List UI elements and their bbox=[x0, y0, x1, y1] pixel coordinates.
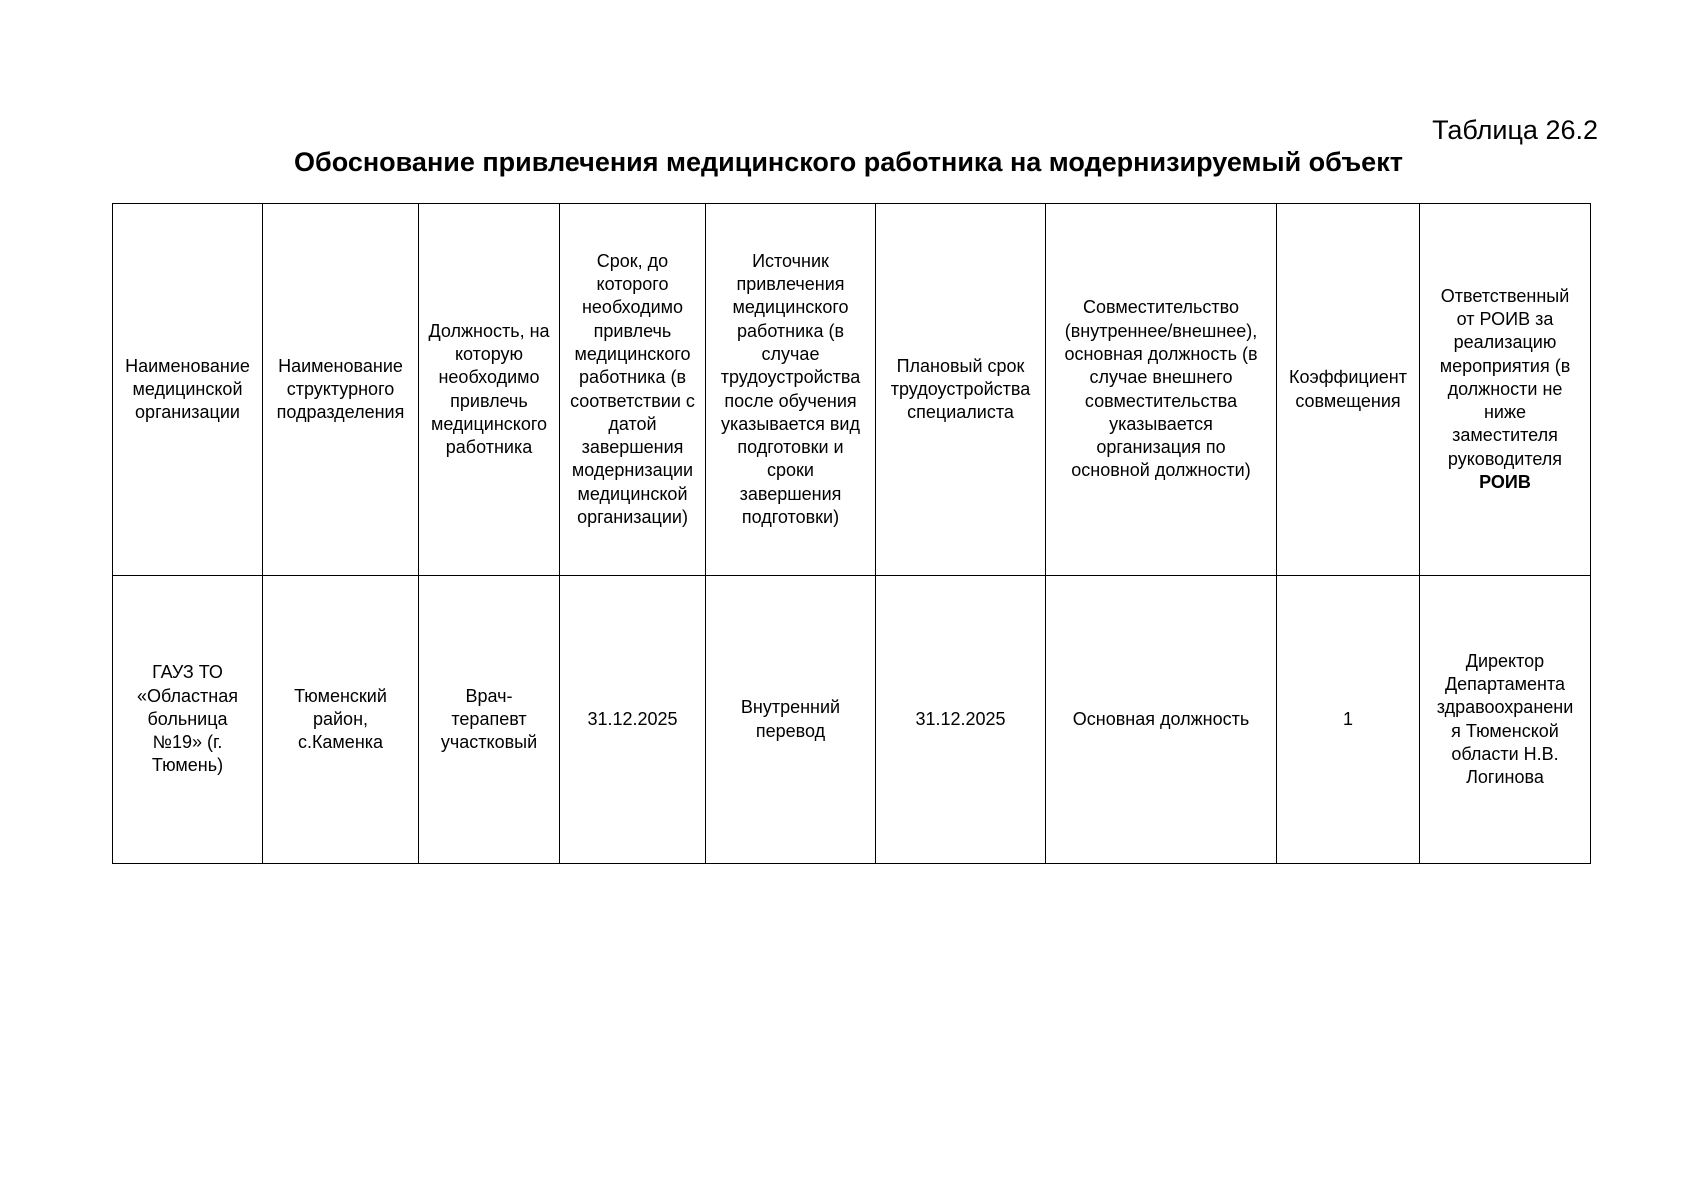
column-header-deadline: Срок, до которого необходимо привлечь медицинского работника (в соответствии с датой завершения модернизации медицинской организации) bbox=[560, 204, 706, 576]
document-title: Обоснование привлечения медицинского работника на модернизируемый объект bbox=[294, 147, 1403, 177]
cell-subdivision: Тюменский район, с.Каменка bbox=[263, 576, 419, 864]
header-row bbox=[113, 204, 1591, 576]
column-header-part-time: Совместительство (внутреннее/внешнее), основная должность (в случае внешнего совместительства указывается организация по основной должности) bbox=[1046, 204, 1277, 576]
justification-table bbox=[112, 203, 1591, 864]
table-row bbox=[113, 576, 1591, 864]
table-number: Таблица 26.2 bbox=[1432, 115, 1598, 145]
cell-deadline: 31.12.2025 bbox=[560, 576, 706, 864]
column-header-organization: Наименование медицинской организации bbox=[113, 204, 263, 576]
cell-planned-date: 31.12.2025 bbox=[876, 576, 1046, 864]
column-header-subdivision: Наименование структурного подразделения bbox=[263, 204, 419, 576]
cell-responsible: Директор Департамента здравоохранени я Тюменской области Н.В. Логинова bbox=[1420, 576, 1591, 864]
column-header-responsible: Ответственный от РОИВ за реализацию мероприятия (в должности не ниже заместителя руководителя РОИВ bbox=[1420, 204, 1591, 576]
cell-position: Врач- терапевт участковый bbox=[419, 576, 560, 864]
column-header-responsible-tail: РОИВ bbox=[1479, 472, 1531, 493]
cell-part-time: Основная должность bbox=[1046, 576, 1277, 864]
cell-organization: ГАУЗ ТО «Областная больница №19» (г. Тюмень) bbox=[113, 576, 263, 864]
column-header-source: Источник привлечения медицинского работника (в случае трудоустройства после обучения указывается вид подготовки и сроки завершения подготовки) bbox=[706, 204, 876, 576]
column-header-coefficient: Коэффициент совмещения bbox=[1277, 204, 1420, 576]
cell-source: Внутренний перевод bbox=[706, 576, 876, 864]
column-header-position: Должность, на которую необходимо привлечь медицинского работника bbox=[419, 204, 560, 576]
cell-coefficient: 1 bbox=[1277, 576, 1420, 864]
column-header-planned-date: Плановый срок трудоустройства специалиста bbox=[876, 204, 1046, 576]
